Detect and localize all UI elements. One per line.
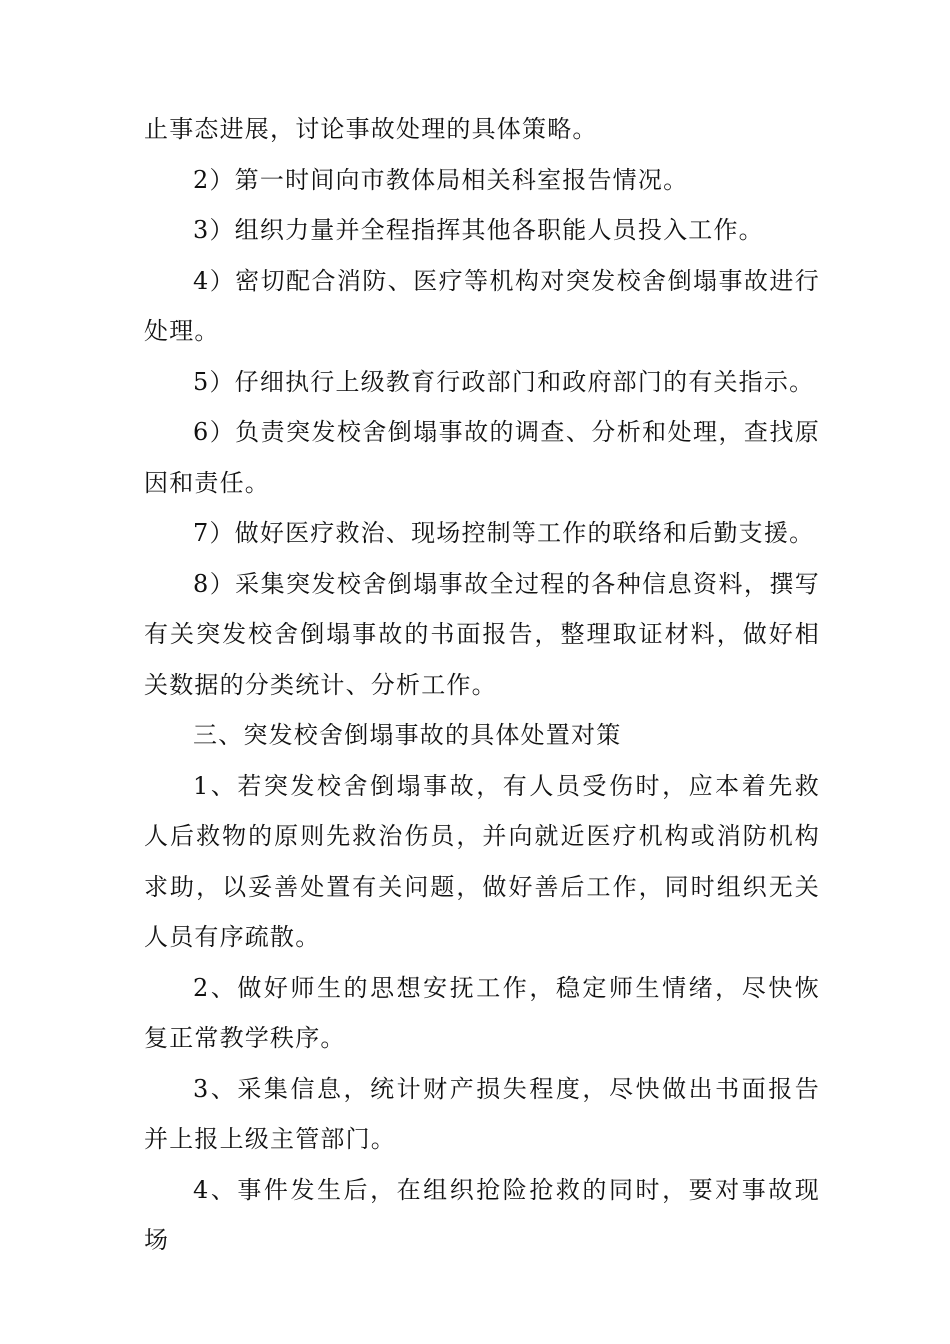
paragraph-continuation: 止事态进展，讨论事故处理的具体策略。 — [144, 115, 598, 143]
list-item-2: 2）第一时间向市教体局相关科室报告情况。 — [193, 165, 689, 194]
measure-4: 4、事件发生后，在组织抢险抢救的同时，要对事故现 场 — [144, 1175, 820, 1254]
document-body — [144, 104, 820, 1266]
list-item-3: 3）组织力量并全程指挥其他各职能人员投入工作。 — [193, 216, 764, 244]
list-item-7: 7）做好医疗救治、现场控制等工作的联络和后勤支援。 — [193, 519, 815, 547]
list-item-6: 6）负责突发校舍倒塌事故的调查、分析和处理，查找原因和责任。 — [144, 418, 820, 497]
measure-3: 3、采集信息，统计财产损失程度，尽快做出书面报告 并上报上级主管部门。 — [144, 1074, 820, 1153]
list-item-4: 4）密切配合消防、医疗等机构对突发校舍倒塌事故进行处理。 — [144, 266, 820, 345]
list-item-5: 5）仔细执行上级教育行政部门和政府部门的有关指示。 — [193, 367, 815, 396]
measure-2: 2、做好师生的思想安抚工作，稳定师生情绪，尽快恢 复正常教学秩序。 — [144, 973, 820, 1052]
measure-1: 1、若突发校舍倒塌事故，有人员受伤时，应本着先救 人后救物的原则先救治伤员，并向就近医疗机构或消防机构 求助，以妥善处置有关问题，做好善后工作，同时组织无关 人员有序疏散。 — [144, 771, 820, 951]
list-item-8: 8）采集突发校舍倒塌事故全过程的各种信息资料，撰写有关突发校舍倒塌事故的书面报告，整理取证材料，做好相 关数据的分类统计、分析工作。 — [144, 569, 820, 699]
section-heading: 三、突发校舍倒塌事故的具体处置对策 — [193, 721, 622, 749]
